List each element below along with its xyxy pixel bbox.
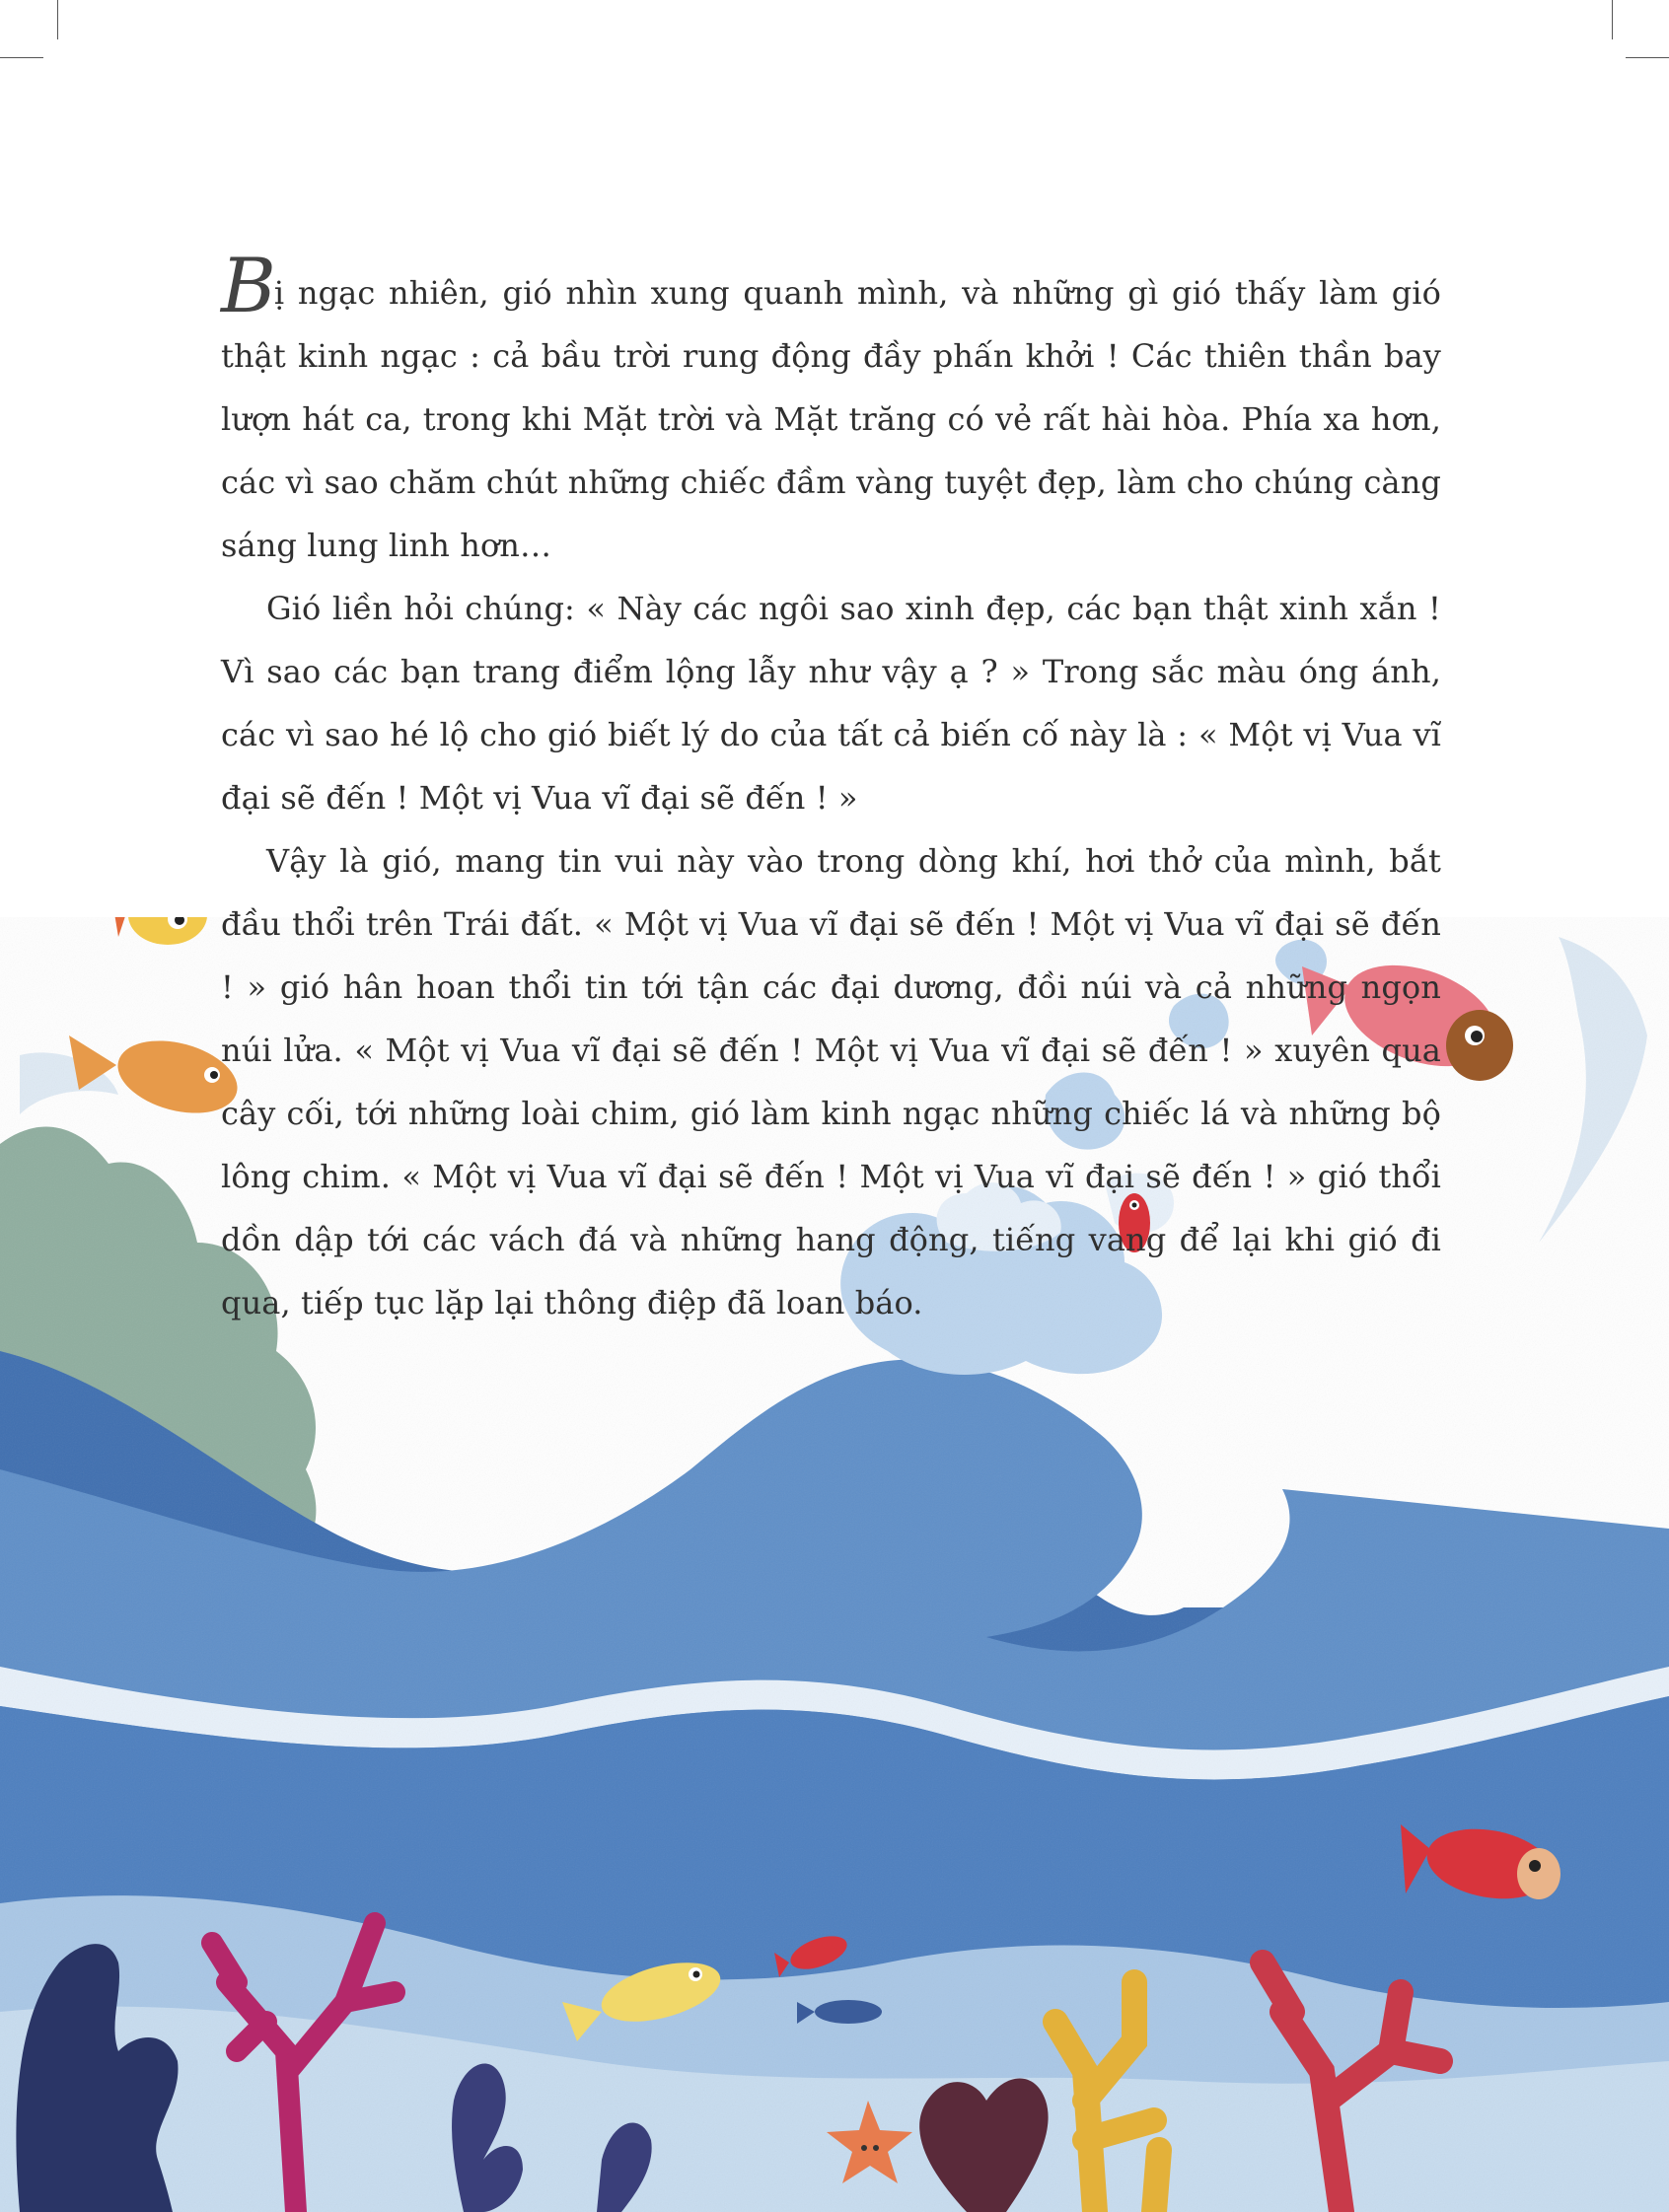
paragraph-3: Vậy là gió, mang tin vui này vào trong dòng khí, hơi thở của mình, bắt đầu thổi trên Trái đất. « Một vị Vua vĩ đại sẽ đến ! Một vị Vua vĩ đại sẽ đến ! » gió hân hoan thổi tin tới tận các đại dương, đồi núi và cả những ngọn núi lửa. « Một vị Vua vĩ đại sẽ đến ! Một vị Vua vĩ đại sẽ đến ! » xuyên qua cây cối, tới những loài chim, gió làm kinh ngạc những chiếc lá và những bộ lông chim. « Một vị Vua vĩ đại sẽ đến ! Một vị Vua vĩ đại sẽ đến ! » gió thổi dồn dập tới các vách đá và những hang động, tiếng vang để lại khi gió đi qua, tiếp tục lặp lại thông điệp đã loan báo. — [221, 842, 1441, 1321]
crop-mark-left-top — [0, 57, 43, 58]
crop-mark-top-right — [1612, 0, 1613, 39]
paragraph-2: Gió liền hỏi chúng: « Này các ngôi sao xinh đẹp, các bạn thật xinh xắn ! Vì sao các bạn trang điểm lộng lẫy như vậy ạ ? » Trong sắc màu óng ánh, các vì sao hé lộ cho gió biết lý do của tất cả biến cố này là : « Một vị Vua vĩ đại sẽ đến ! Một vị Vua vĩ đại sẽ đến ! » — [221, 590, 1441, 817]
paragraph-1 — [221, 242, 1441, 577]
crop-mark-top-left — [57, 0, 58, 39]
crop-mark-right-top — [1626, 57, 1669, 58]
story-text — [221, 242, 1441, 1334]
drop-cap: B — [221, 242, 270, 329]
paragraph-1-text: ị ngạc nhiên, gió nhìn xung quanh mình, và những gì gió thấy làm gió thật kinh ngạc : cả bầu trời rung động đầy phấn khởi ! Các thiên thần bay lượn hát ca, trong khi Mặt trời và Mặt trăng có vẻ rất hài hòa. Phía xa hơn, các vì sao chăm chút những chiếc đầm vàng tuyệt đẹp, làm cho chúng càng sáng lung linh hơn… — [221, 274, 1441, 564]
